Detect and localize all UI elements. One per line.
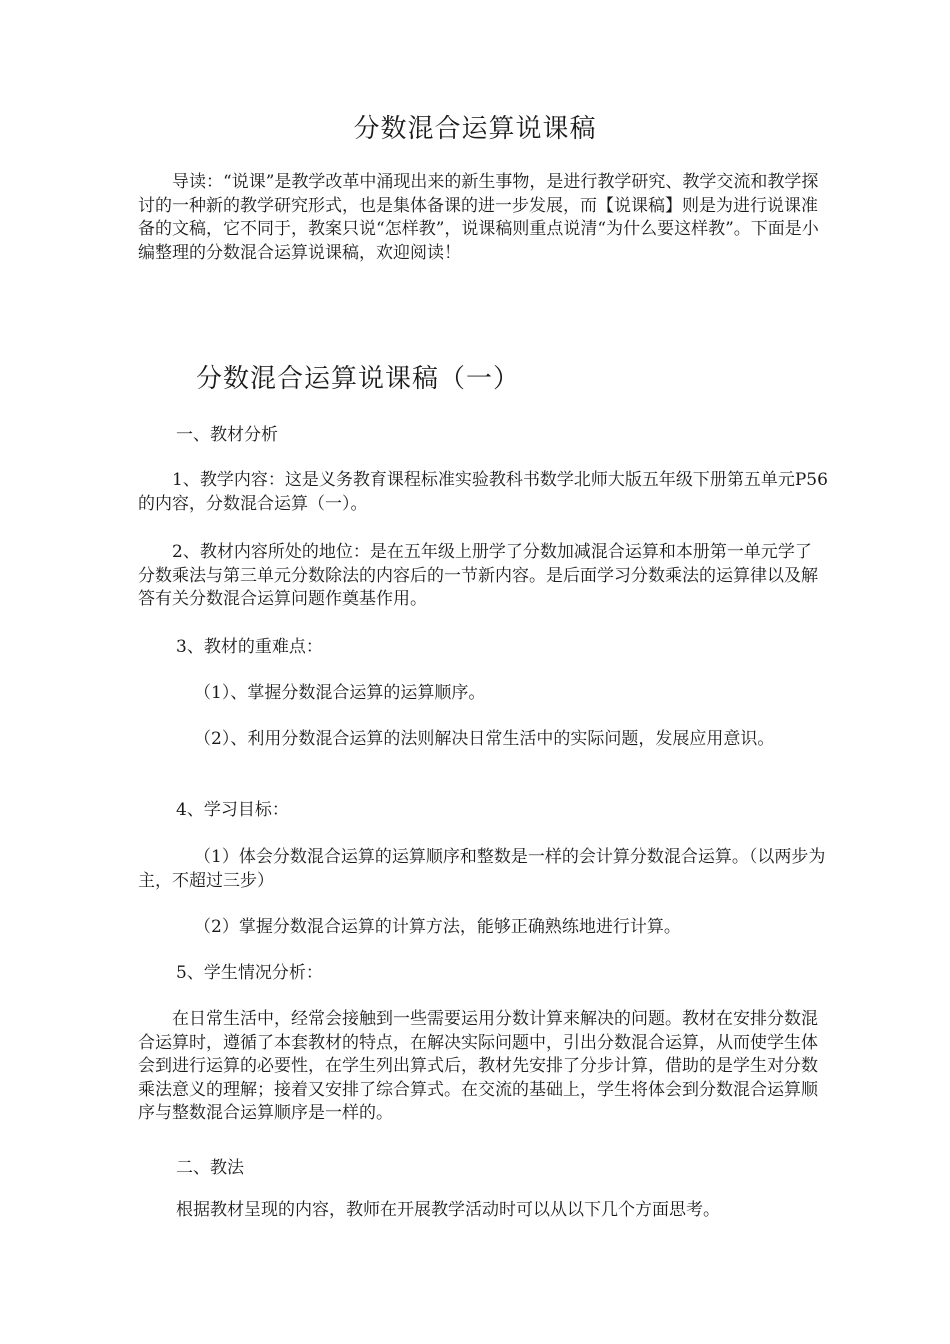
document-title: 分数混合运算说课稿 (353, 114, 597, 144)
heading-teaching-method: 二、教法 (176, 1158, 244, 1178)
key-point-1: （1）、掌握分数混合运算的运算顺序。 (194, 683, 486, 703)
learning-goal-1: （1）体会分数混合运算的运算顺序和整数是一样的会计算分数混合运算。（以两步为主，不超过三步） (138, 847, 826, 891)
heading-textbook-analysis: 一、教材分析 (176, 425, 278, 445)
section-title: 分数混合运算说课稿（一） (196, 364, 521, 394)
heading-student-analysis: 5、学生情况分析： (176, 963, 323, 983)
heading-key-points: 3、教材的重难点： (176, 637, 323, 657)
heading-learning-goals: 4、学习目标： (176, 800, 289, 820)
paragraph-student-analysis: 在日常生活中，经常会接触到一些需要运用分数计算来解决的问题。教材在安排分数混合运算时，遵循了本套教材的特点，在解决实际问题中，引出分数混合运算，从而使学生体会到进行运算的必要性，在学生列出算式后，教材先安排了分步计算，借助的是学生对分数乘法意义的理解；接着又安排了综合算式。在交流的基础上，学生将体会到分数混合运算顺序与整数混合运算顺序是一样的。 (138, 1009, 818, 1123)
key-point-2: （2）、利用分数混合运算的法则解决日常生活中的实际问题，发展应用意识。 (194, 729, 775, 749)
paragraph-teaching-method: 根据教材呈现的内容，教师在开展教学活动时可以从以下几个方面思考。 (176, 1200, 720, 1220)
paragraph-teaching-content: 1、教学内容：这是义务教育课程标准实验教科书数学北师大版五年级下册第五单元P56的内容，分数混合运算（一）。 (138, 470, 828, 514)
paragraph-textbook-position: 2、教材内容所处的地位：是在五年级上册学了分数加减混合运算和本册第一单元学了分数乘法与第三单元分数除法的内容后的一节新内容。是后面学习分数乘法的运算律以及解答有关分数混合运算问题作奠基作用。 (138, 542, 818, 609)
learning-goal-2: （2）掌握分数混合运算的计算方法，能够正确熟练地进行计算。 (194, 917, 681, 937)
intro-paragraph: 导读：“说课”是教学改革中涌现出来的新生事物，是进行教学研究、教学交流和教学探讨的一种新的教学研究形式，也是集体备课的进一步发展，而【说课稿】则是为进行说课准备的文稿，它不同于，教案只说“怎样教”，说课稿则重点说清“为什么要这样教”。下面是小编整理的分数混合运算说课稿，欢迎阅读！ (138, 172, 819, 263)
